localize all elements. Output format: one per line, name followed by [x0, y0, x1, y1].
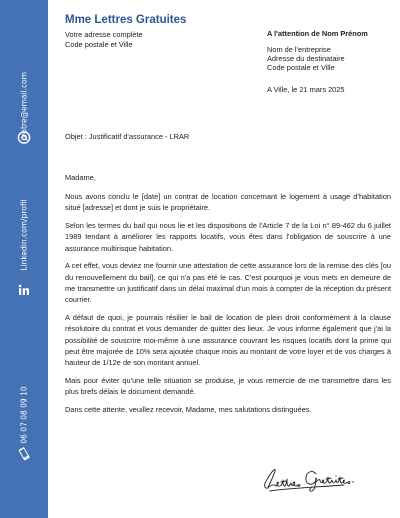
recipient-city: Code postale et Ville: [267, 63, 335, 73]
letter: [48, 0, 400, 518]
salutation: Madame,: [65, 173, 96, 182]
at-icon: [18, 131, 31, 149]
letter-body: [65, 173, 391, 422]
handwritten-signature: [260, 458, 360, 494]
recipient-address: Adresse du destinataire: [267, 54, 345, 64]
subject-line: Objet : Justificatif d'assurance - LRAR: [65, 132, 190, 141]
paragraph: Dans cette attente, veuillez recevoir, Madame, mes salutations distinguées.: [65, 405, 312, 415]
phone-icon: [18, 447, 30, 466]
paragraph: A défaut de quoi, je pourrais résilier le bail de location de plein droit conformément à la clause résolutoire du contrat et vous demander de quitter des lieux. Je vous informe également que j'ai la possibilité de souscrire moi-même à une assurance couvrant les risques locatifs dont la prime qui peut être majorée de 10% sera ajoutée chaque mois au montant de votre loyer et de vos charges à hauteur de 1/12e de son montant annuel.: [65, 313, 391, 368]
place-date: A Ville, le 21 mars 2025: [267, 85, 345, 94]
sender-address-line: Votre adresse complète: [65, 30, 143, 39]
linkedin-text[interactable]: Linkedin.com/profil: [19, 199, 29, 271]
linkedin-contact[interactable]: [0, 190, 48, 280]
paragraph: Nous avons conclu le [date] un contrat de location concernant le logement à usage d'habitation situé [adresse] et dont je suis le propriétaire.: [65, 192, 391, 213]
recipient-company: Nom de l'entreprise: [267, 45, 331, 54]
linkedin-icon: [18, 283, 30, 301]
recipient-title: A l'attention de Nom Prénom: [267, 29, 368, 38]
sender-city-line: Code postale et Ville: [65, 40, 133, 49]
sender-name: Mme Lettres Gratuites: [65, 14, 187, 26]
email-text[interactable]: votre@email.com: [19, 71, 29, 139]
paragraph: A cet effet, vous deviez me fournir une attestation de cette assurance lors de la remise des clés [ou du renouvellement du bail], ce qui n'a pas été le cas. C'est pourquoi je vous mets en demeure de me transmettre un justificatif dans un délai maximal d'un mois à compter de la réception du présent courrier.: [65, 261, 391, 305]
recipient-block: [267, 29, 397, 73]
paragraph: Selon les termes du bail qui nous lie et les dispositions de l'Article 7 de la Loi n° 89-462 du 6 juillet 1989 tendant à améliorer les rapports locatifs, vous êtes dans l'obligation de souscrire à une assurance multirisque habitation.: [65, 221, 391, 253]
phone-contact[interactable]: [0, 385, 48, 445]
phone-text[interactable]: 06 07 08 09 10: [19, 386, 29, 444]
contact-sidebar: [0, 0, 48, 518]
paragraph: Mais pour éviter qu'une telle situation se produise, je vous remercie de me transmettre dans les plus brefs délais le document demandé.: [65, 376, 391, 397]
